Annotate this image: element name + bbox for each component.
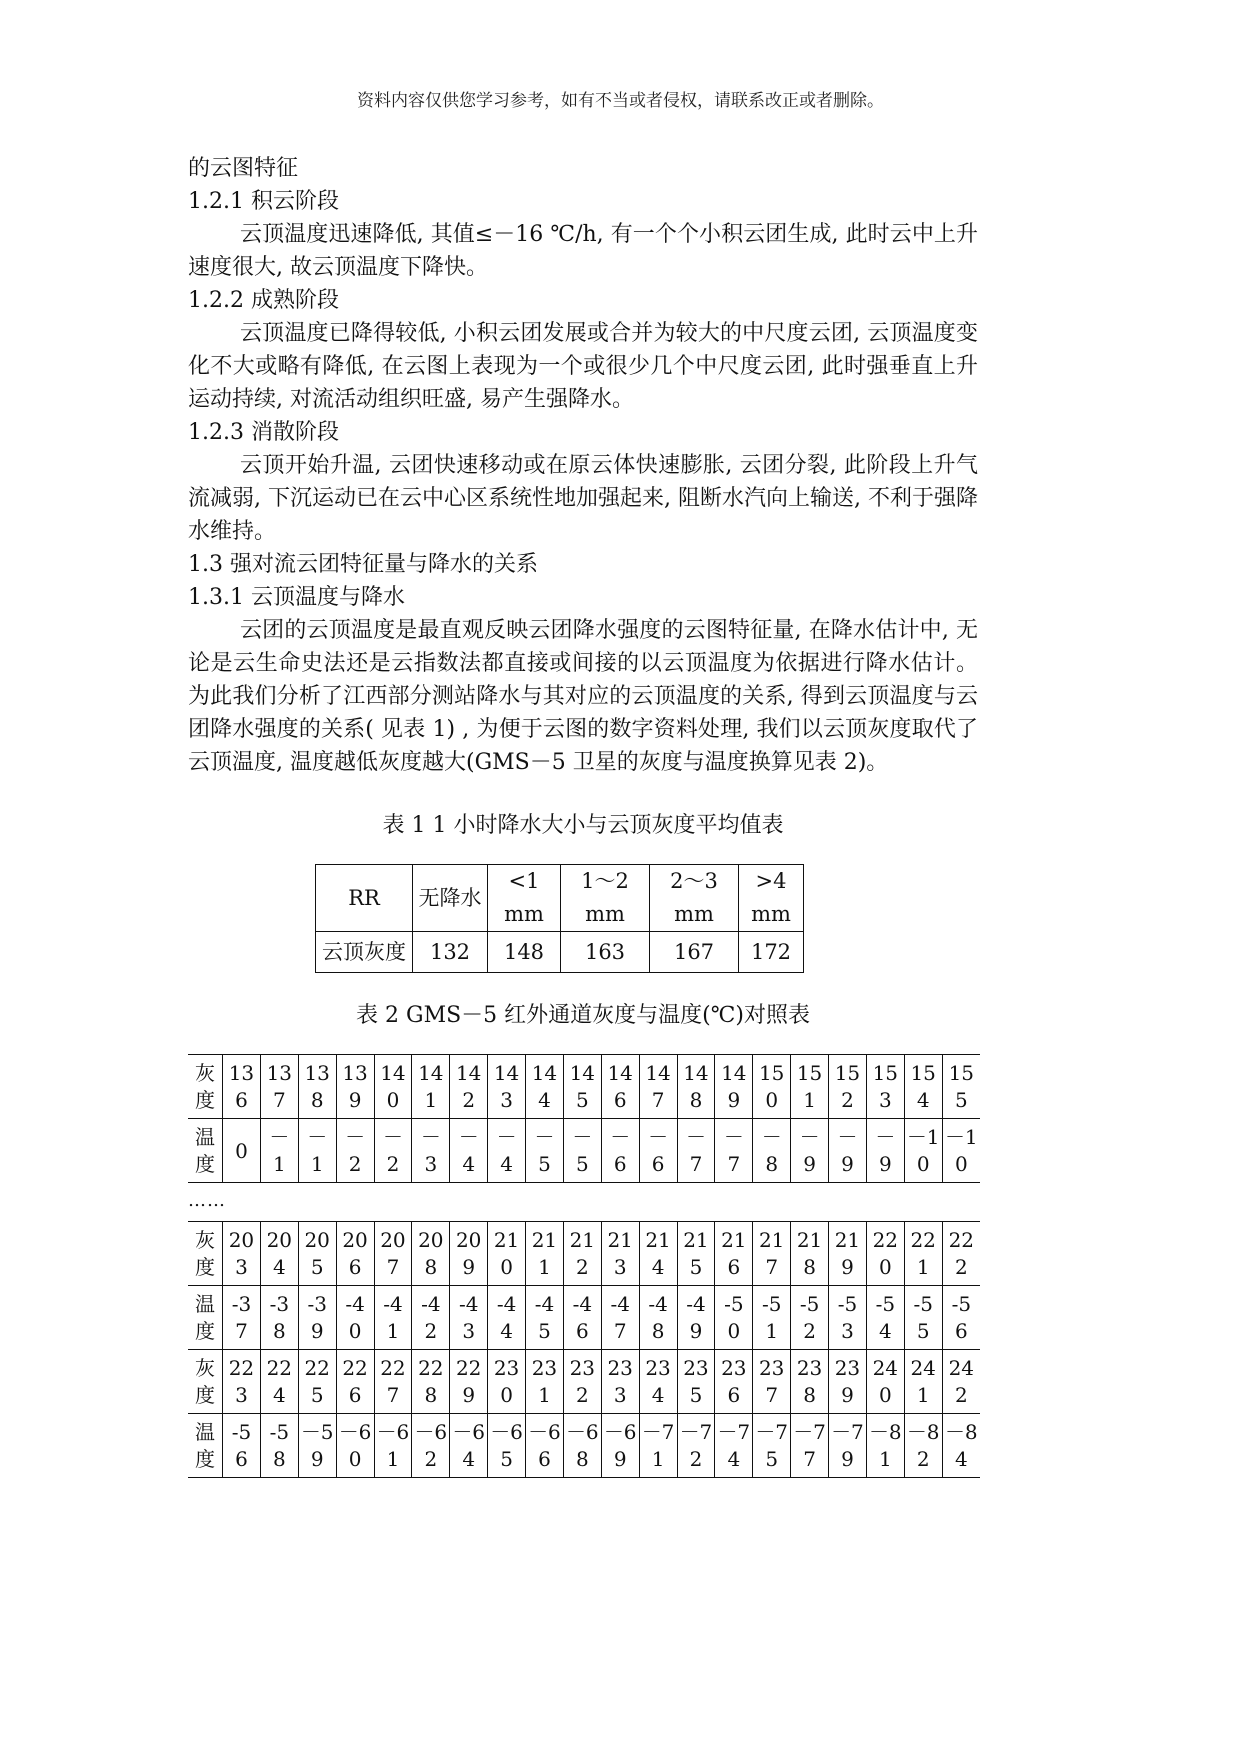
table2-value-cell: 23 9	[829, 1350, 867, 1414]
table2-value-cell: -3 8	[260, 1286, 298, 1350]
table2-value-cell: -3 7	[223, 1286, 261, 1350]
table2-value-cell: 22 7	[374, 1350, 412, 1414]
table2-value-cell: 23 4	[639, 1350, 677, 1414]
table1-header-cell: RR	[316, 865, 413, 932]
table2-value-cell: 14 0	[374, 1055, 412, 1119]
table2-caption: 表 2 GMS－5 红外通道灰度与温度(℃)对照表	[356, 1003, 810, 1028]
heading-1-2-1: 1.2.1 积云阶段	[188, 189, 339, 214]
table2-value-cell: -4 5	[526, 1286, 564, 1350]
table2-value-cell: 23 7	[753, 1350, 791, 1414]
table2-value-cell: 23 2	[563, 1350, 601, 1414]
page-header-notice: 资料内容仅供您学习参考，如有不当或者侵权，请联系改正或者删除。	[357, 91, 884, 111]
table1-header-row	[316, 865, 804, 932]
table2-block-2	[188, 1221, 980, 1478]
row-label: 温 度	[195, 1420, 215, 1471]
table2-value-cell: － 4	[450, 1119, 488, 1183]
table2-value-cell: 14 7	[639, 1055, 677, 1119]
table2-value-cell: － 9	[866, 1119, 904, 1183]
table2-value-cell: － 4	[488, 1119, 526, 1183]
table2-value-cell: 14 2	[450, 1055, 488, 1119]
table1-value-cell: 132	[413, 932, 488, 973]
table2-value-cell: -4 6	[563, 1286, 601, 1350]
paragraph-cumulus: 云顶温度迅速降低, 其值≤－16 ℃/h, 有一个个小积云团生成, 此时云中上升速度很大, 故云顶温度下降快。	[188, 222, 978, 280]
table2-value-cell: 20 8	[412, 1222, 450, 1286]
table2-value-cell: 14 5	[563, 1055, 601, 1119]
table2-value-cell: 22 4	[260, 1350, 298, 1414]
table2-value-cell: －6 0	[336, 1414, 374, 1478]
table2-value-cell: 24 1	[904, 1350, 942, 1414]
table2-value-cell: －1 0	[942, 1119, 980, 1183]
table2-value-cell: -5 0	[715, 1286, 753, 1350]
table2-value-cell: 22 1	[904, 1222, 942, 1286]
table2-value-cell: 15 0	[753, 1055, 791, 1119]
table2-value-cell: 13 6	[223, 1055, 261, 1119]
table2-value-cell: － 1	[260, 1119, 298, 1183]
table1-value-cell: 172	[739, 932, 804, 973]
table2-value-cell: －7 4	[715, 1414, 753, 1478]
table2-value-cell: 22 3	[223, 1350, 261, 1414]
table2-value-cell: -5 8	[260, 1414, 298, 1478]
table2-value-cell: 21 3	[601, 1222, 639, 1286]
table2-value-cell: 21 9	[829, 1222, 867, 1286]
table2-value-cell: 13 7	[260, 1055, 298, 1119]
temp-row	[188, 1286, 980, 1350]
table2-value-cell: 21 7	[753, 1222, 791, 1286]
table2-value-cell: －8 2	[904, 1414, 942, 1478]
heading-1-2-2: 1.2.2 成熟阶段	[188, 288, 339, 313]
table2-value-cell: 21 2	[563, 1222, 601, 1286]
table2-value-cell: －7 7	[791, 1414, 829, 1478]
table2-value-cell: -5 4	[866, 1286, 904, 1350]
table2-value-cell: -4 2	[412, 1286, 450, 1350]
table2-value-cell: 13 8	[298, 1055, 336, 1119]
table2-value-cell: 15 3	[866, 1055, 904, 1119]
table2-value-cell: 15 1	[791, 1055, 829, 1119]
table2-value-cell: 23 0	[488, 1350, 526, 1414]
table2-value-cell: －6 9	[601, 1414, 639, 1478]
heading-1-3: 1.3 强对流云团特征量与降水的关系	[188, 552, 538, 577]
table2-value-cell: － 7	[677, 1119, 715, 1183]
document-body	[188, 152, 978, 1478]
table1	[315, 864, 804, 973]
table2-block-1	[188, 1054, 980, 1183]
table2-value-cell: －7 9	[829, 1414, 867, 1478]
table2-value-cell: －5 9	[298, 1414, 336, 1478]
table2-value-cell: － 9	[829, 1119, 867, 1183]
table2-value-cell: 20 4	[260, 1222, 298, 1286]
table2-value-cell: － 1	[298, 1119, 336, 1183]
table2-value-cell: － 9	[791, 1119, 829, 1183]
table1-header-cell: >4 mm	[739, 865, 804, 932]
table2-value-cell: -4 9	[677, 1286, 715, 1350]
table1-header-cell: 2～3 mm	[650, 865, 739, 932]
table2-ellipsis: ……	[188, 1190, 226, 1211]
table2-value-cell: 22 8	[412, 1350, 450, 1414]
paragraph-mature: 云顶温度已降得较低, 小积云团发展或合并为较大的中尺度云团, 云顶温度变化不大或略有降低, 在云图上表现为一个或很少几个中尺度云团, 此时强垂直上升运动持续, 对流活动组织旺盛, 易产生强降水。	[188, 321, 978, 412]
table2-value-cell: 20 5	[298, 1222, 336, 1286]
table2-value-cell: 21 5	[677, 1222, 715, 1286]
table2-value-cell: 21 6	[715, 1222, 753, 1286]
table1-value-cell: 163	[561, 932, 650, 973]
table2-value-cell: 21 8	[791, 1222, 829, 1286]
temp-row	[188, 1119, 980, 1183]
table2-value-cell: －7 1	[639, 1414, 677, 1478]
paragraph-dissipating: 云顶开始升温, 云团快速移动或在原云体快速膨胀, 云团分裂, 此阶段上升气流减弱, 下沉运动已在云中心区系统性地加强起来, 阻断水汽向上输送, 不利于强降水维持。	[188, 453, 978, 544]
table2-value-cell: － 2	[374, 1119, 412, 1183]
table1-value-cell: 167	[650, 932, 739, 973]
table2-value-cell: -4 0	[336, 1286, 374, 1350]
table2-value-cell: 20 3	[223, 1222, 261, 1286]
table2-value-cell: 14 1	[412, 1055, 450, 1119]
table2-value-cell: -5 1	[753, 1286, 791, 1350]
table2-value-cell: 0	[223, 1119, 261, 1183]
table2-value-cell: 22 5	[298, 1350, 336, 1414]
table2-value-cell: 22 0	[866, 1222, 904, 1286]
table2-value-cell: 23 3	[601, 1350, 639, 1414]
gray-row	[188, 1222, 980, 1286]
table2-value-cell: 13 9	[336, 1055, 374, 1119]
row-label: 灰 度	[195, 1228, 215, 1279]
table2-value-cell: －6 4	[450, 1414, 488, 1478]
table1-header-cell: 无降水	[413, 865, 488, 932]
gray-row	[188, 1055, 980, 1119]
table2-value-cell: － 3	[412, 1119, 450, 1183]
table2-value-cell: －6 1	[374, 1414, 412, 1478]
table2-value-cell: －6 5	[488, 1414, 526, 1478]
table2-value-cell: 14 6	[601, 1055, 639, 1119]
table2-value-cell: － 5	[563, 1119, 601, 1183]
gray-row	[188, 1350, 980, 1414]
table2-value-cell: 24 0	[866, 1350, 904, 1414]
table2-value-cell: 14 9	[715, 1055, 753, 1119]
paragraph-cloud-top: 云团的云顶温度是最直观反映云团降水强度的云图特征量, 在降水估计中, 无论是云生命史法还是云指数法都直接或间接的以云顶温度为依据进行降水估计。为此我们分析了江西部分测站降水与其对应的云顶温度的关系, 得到云顶温度与云团降水强度的关系( 见表 1) , 为便于云图的数字资料处理, 我们以云顶灰度取代了云顶温度, 温度越低灰度越大(GMS－5 卫星的灰度与温度换算见表 2)。	[188, 618, 978, 775]
table2-value-cell: －6 6	[526, 1414, 564, 1478]
table2-value-cell: － 6	[639, 1119, 677, 1183]
table1-header-cell: 1～2 mm	[561, 865, 650, 932]
table2-value-cell: -4 4	[488, 1286, 526, 1350]
table2-value-cell: －7 5	[753, 1414, 791, 1478]
table2-value-cell: 24 2	[942, 1350, 980, 1414]
table2-value-cell: －7 2	[677, 1414, 715, 1478]
table2-value-cell: -5 6	[223, 1414, 261, 1478]
table2-value-cell: -4 1	[374, 1286, 412, 1350]
table2-value-cell: － 2	[336, 1119, 374, 1183]
table2-value-cell: 23 5	[677, 1350, 715, 1414]
table1-value-cell: 148	[488, 932, 561, 973]
table2-value-cell: 20 9	[450, 1222, 488, 1286]
table2-value-cell: － 6	[601, 1119, 639, 1183]
table2-value-cell: -5 6	[942, 1286, 980, 1350]
table2-value-cell: -5 2	[791, 1286, 829, 1350]
table2-value-cell: -4 7	[601, 1286, 639, 1350]
table2-value-cell: 14 3	[488, 1055, 526, 1119]
row-label: 温 度	[195, 1292, 215, 1343]
table2-value-cell: －1 0	[904, 1119, 942, 1183]
table2-value-cell: -5 3	[829, 1286, 867, 1350]
table1-header-cell: <1 mm	[488, 865, 561, 932]
table1-value-row	[316, 932, 804, 973]
table2-value-cell: 15 4	[904, 1055, 942, 1119]
table2-value-cell: 21 4	[639, 1222, 677, 1286]
table2-value-cell: 15 2	[829, 1055, 867, 1119]
table2-value-cell: －8 4	[942, 1414, 980, 1478]
temp-row	[188, 1414, 980, 1478]
table1-row-label: 云顶灰度	[316, 932, 413, 973]
table2-value-cell: 21 1	[526, 1222, 564, 1286]
table2-value-cell: 15 5	[942, 1055, 980, 1119]
table2-value-cell: 23 8	[791, 1350, 829, 1414]
table2-value-cell: 20 6	[336, 1222, 374, 1286]
table2-value-cell: －6 8	[563, 1414, 601, 1478]
table2-value-cell: －6 2	[412, 1414, 450, 1478]
table2-value-cell: 23 6	[715, 1350, 753, 1414]
table1-caption: 表 1 1 小时降水大小与云顶灰度平均值表	[382, 813, 784, 838]
row-label: 温 度	[195, 1125, 215, 1176]
table2-value-cell: 23 1	[526, 1350, 564, 1414]
table2-value-cell: -4 8	[639, 1286, 677, 1350]
table2-value-cell: 20 7	[374, 1222, 412, 1286]
table2-value-cell: －8 1	[866, 1414, 904, 1478]
table2-value-cell: － 5	[526, 1119, 564, 1183]
table2-value-cell: 22 6	[336, 1350, 374, 1414]
heading-1-3-1: 1.3.1 云顶温度与降水	[188, 585, 405, 610]
table2-value-cell: -3 9	[298, 1286, 336, 1350]
table2-value-cell: -4 3	[450, 1286, 488, 1350]
table2-value-cell: 22 2	[942, 1222, 980, 1286]
section-intro: 的云图特征	[188, 156, 299, 181]
table2-value-cell: － 8	[753, 1119, 791, 1183]
table2-value-cell: 14 4	[526, 1055, 564, 1119]
row-label: 灰 度	[195, 1061, 215, 1112]
table2-value-cell: 14 8	[677, 1055, 715, 1119]
row-label: 灰 度	[195, 1356, 215, 1407]
table2-value-cell: 22 9	[450, 1350, 488, 1414]
table2-value-cell: － 7	[715, 1119, 753, 1183]
heading-1-2-3: 1.2.3 消散阶段	[188, 420, 339, 445]
table2-value-cell: 21 0	[488, 1222, 526, 1286]
table2-value-cell: -5 5	[904, 1286, 942, 1350]
